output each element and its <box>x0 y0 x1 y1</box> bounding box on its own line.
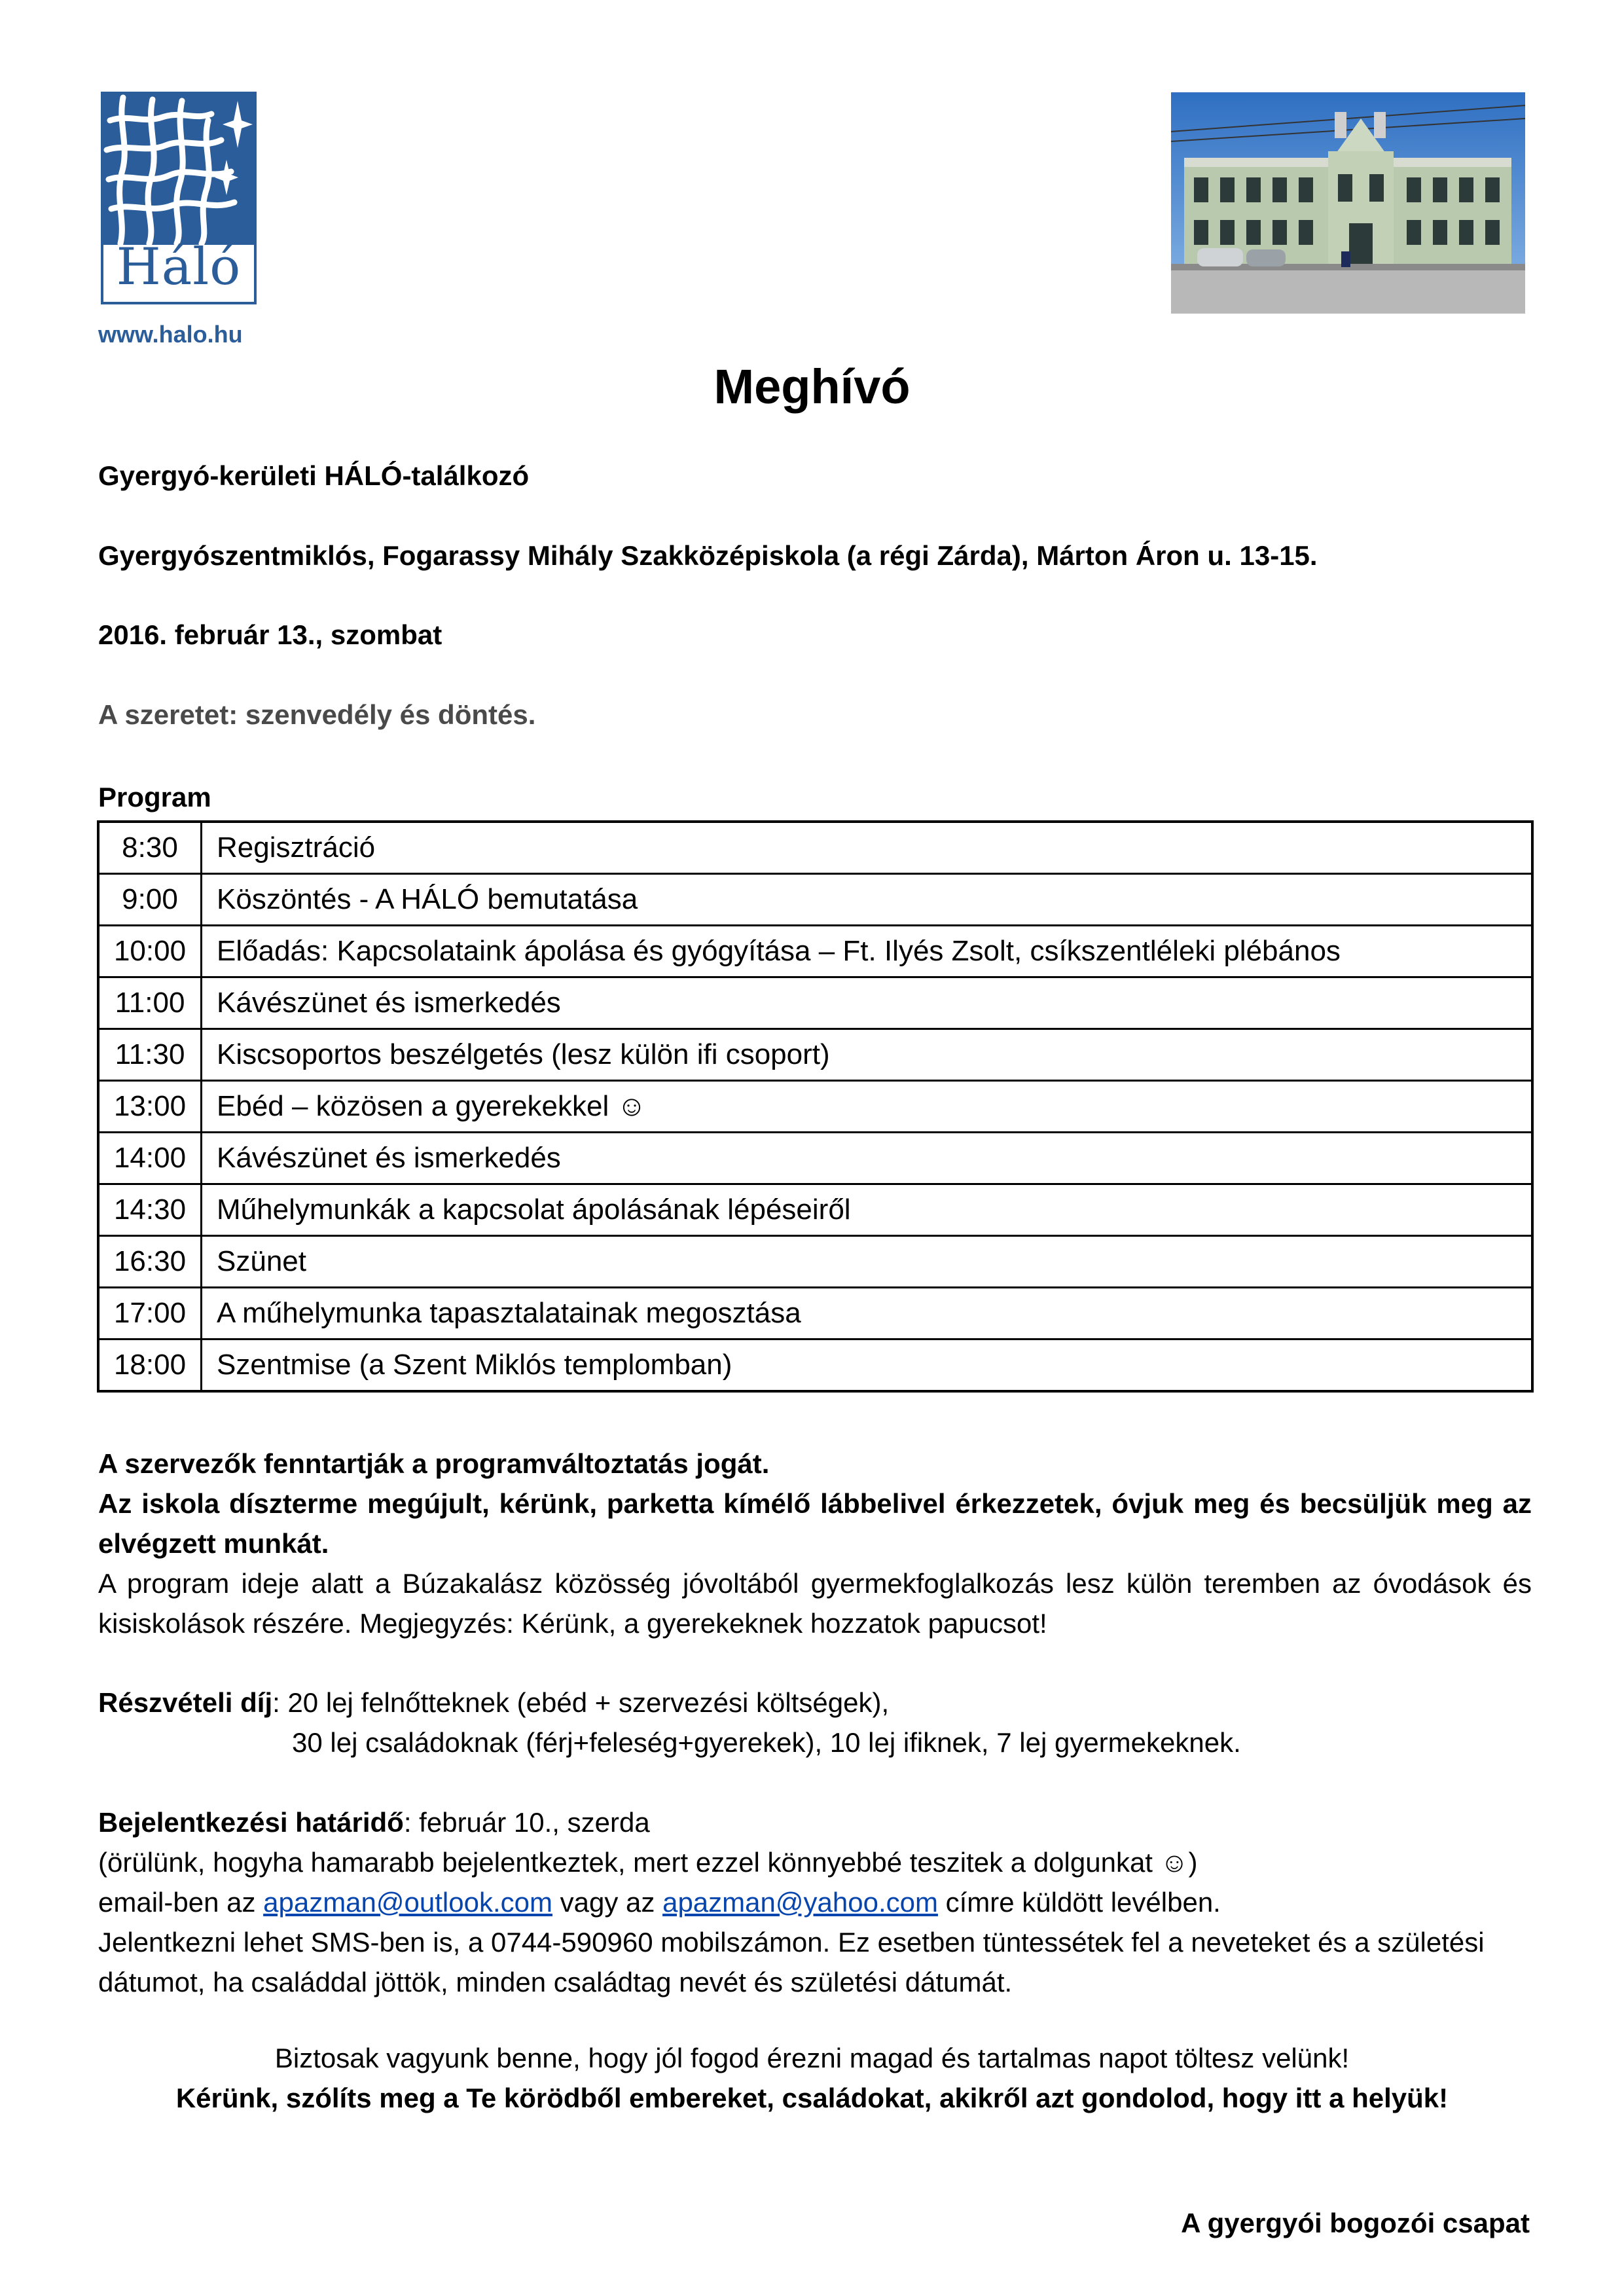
program-table <box>97 820 1534 1393</box>
program-activity: Regisztráció <box>202 822 1533 874</box>
program-time: 16:30 <box>98 1236 202 1288</box>
program-activity: Köszöntés - A HÁLÓ bemutatása <box>202 874 1533 926</box>
program-activity: Kávészünet és ismerkedés <box>202 977 1533 1029</box>
email-link-outlook[interactable]: apazman@outlook.com <box>263 1887 552 1918</box>
fee-label: Részvételi díj <box>98 1687 273 1718</box>
notes-section <box>98 1444 1532 1643</box>
event-theme: A szeretet: szenvedély és döntés. <box>98 699 536 730</box>
program-row <box>98 1133 1532 1184</box>
halo-logo <box>101 92 257 304</box>
program-time: 11:00 <box>98 977 202 1029</box>
program-time: 10:00 <box>98 926 202 977</box>
shoes-note: Az iskola díszterme megújult, kérünk, parketta kímélő lábbelivel érkezzetek, óvjuk meg és becsüljük meg az elvégzett munkát. <box>98 1488 1532 1559</box>
program-row <box>98 1236 1532 1288</box>
email-suffix: címre küldött levélben. <box>937 1887 1221 1918</box>
program-activity: Szentmise (a Szent Miklós templomban) <box>202 1339 1533 1392</box>
program-row <box>98 874 1532 926</box>
registration-line2: (örülünk, hogyha hamarabb bejelentkeztek, mert ezzel könnyebbé teszitek a dolgunkat ☺) <box>98 1847 1198 1878</box>
email-line <box>98 1882 1532 1922</box>
program-activity: A műhelymunka tapasztalatainak megosztása <box>202 1288 1533 1339</box>
event-location: Gyergyószentmiklós, Fogarassy Mihály Szakközépiskola (a régi Zárda), Márton Áron u. 13-15. <box>98 540 1318 571</box>
program-time: 13:00 <box>98 1081 202 1133</box>
closing-line-2: Kérünk, szólíts meg a Te körödből embereket, családokat, akikről azt gondolod, hogy itt a helyük! <box>175 2083 1449 2113</box>
program-time: 14:30 <box>98 1184 202 1236</box>
email-mid: vagy az <box>552 1887 663 1918</box>
program-activity: Kávészünet és ismerkedés <box>202 1133 1533 1184</box>
website-url[interactable]: www.halo.hu <box>98 321 243 348</box>
program-activity: Előadás: Kapcsolataink ápolása és gyógyítása – Ft. Ilyés Zsolt, csíkszentléleki plébános <box>202 926 1533 977</box>
program-row <box>98 1081 1532 1133</box>
program-label: Program <box>98 782 211 812</box>
fee-line1: : 20 lej felnőtteknek (ebéd + szervezési költségek), <box>272 1687 890 1718</box>
program-row <box>98 926 1532 977</box>
closing-line-1: Biztosak vagyunk benne, hogy jól fogod érezni magad és tartalmas napot töltesz velünk! <box>274 2043 1350 2073</box>
kids-note: A program ideje alatt a Búzakalász közösség jóvoltából gyermekfoglalkozás lesz külön teremben az óvodások és kisiskolások részére. Megjegyzés: Kérünk, a gyerekeknek hozzatok papucsot! <box>98 1568 1532 1639</box>
program-activity: Ebéd – közösen a gyerekekkel ☺ <box>202 1081 1533 1133</box>
program-row <box>98 1184 1532 1236</box>
program-activity: Műhelymunkák a kapcsolat ápolásának lépéseiről <box>202 1184 1533 1236</box>
sms-note: Jelentkezni lehet SMS-ben is, a 0744-590960 mobilszámon. Ez esetben tüntessétek fel a neveteket és a születési dátumot, ha családdal jöttök, minden családtag nevét és születési dátumát. <box>98 1927 1485 1997</box>
logo-wordmark: Háló <box>116 238 242 297</box>
event-name: Gyergyó-kerületi HÁLÓ-találkozó <box>98 460 530 491</box>
program-row <box>98 1288 1532 1339</box>
fee-line2: 30 lej családoknak (férj+feleség+gyerekek), 10 lej ifiknek, 7 lej gyermekeknek. <box>292 1727 1241 1758</box>
signature: A gyergyói bogozói csapat <box>1181 2208 1530 2238</box>
registration-label: Bejelentkezési határidő <box>98 1807 404 1838</box>
program-time: 11:30 <box>98 1029 202 1081</box>
reserve-note: A szervezők fenntartják a programváltoztatás jogát. <box>98 1448 770 1479</box>
page-title: Meghívó <box>713 359 911 414</box>
net-pattern-icon <box>103 94 254 245</box>
fee-section <box>98 1683 1532 1762</box>
program-activity: Szünet <box>202 1236 1533 1288</box>
program-row <box>98 1339 1532 1392</box>
program-time: 17:00 <box>98 1288 202 1339</box>
program-row <box>98 822 1532 874</box>
event-date: 2016. február 13., szombat <box>98 619 442 650</box>
program-time: 14:00 <box>98 1133 202 1184</box>
program-activity: Kiscsoportos beszélgetés (lesz külön ifi csoport) <box>202 1029 1533 1081</box>
program-row <box>98 977 1532 1029</box>
program-row <box>98 1029 1532 1081</box>
program-time: 18:00 <box>98 1339 202 1392</box>
registration-section <box>98 1802 1532 2002</box>
email-link-yahoo[interactable]: apazman@yahoo.com <box>662 1887 938 1918</box>
school-building-photo <box>1171 92 1525 314</box>
email-prefix: email-ben az <box>98 1887 264 1918</box>
program-time: 9:00 <box>98 874 202 926</box>
program-time: 8:30 <box>98 822 202 874</box>
registration-deadline: : február 10., szerda <box>403 1807 650 1838</box>
